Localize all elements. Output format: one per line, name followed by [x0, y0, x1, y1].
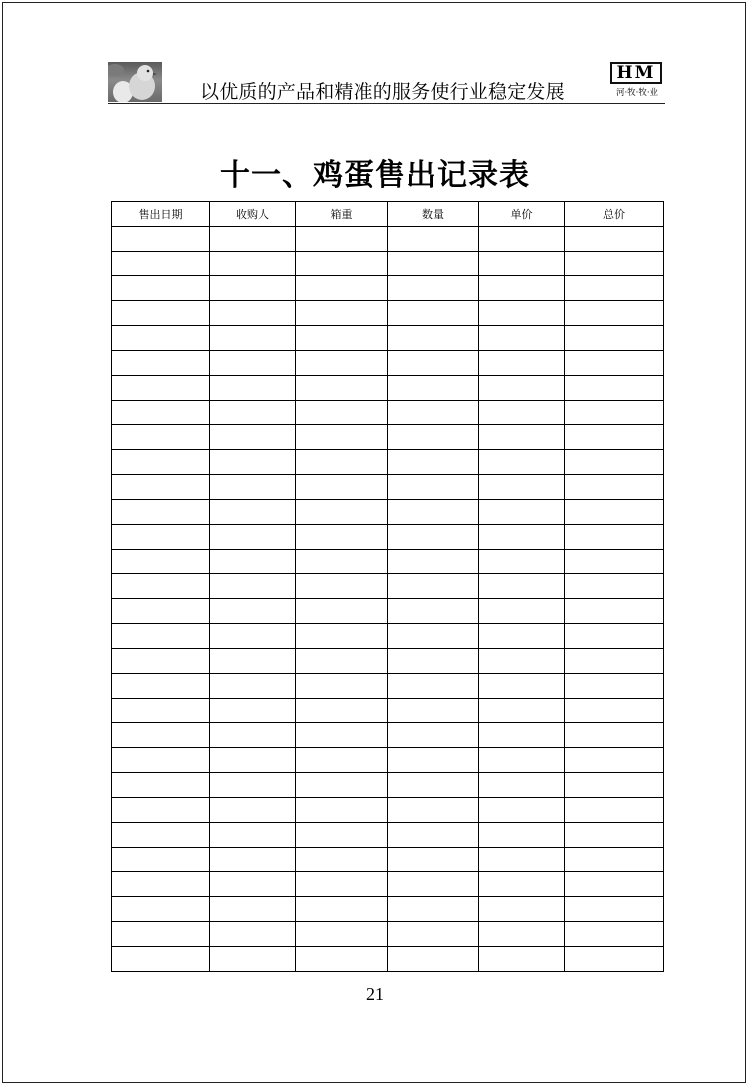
table-cell[interactable] [112, 425, 210, 450]
table-cell[interactable] [479, 624, 565, 649]
table-row [112, 574, 664, 599]
table-row [112, 847, 664, 872]
table-cell[interactable] [210, 946, 296, 971]
table-row [112, 450, 664, 475]
column-header-unit-price: 单价 [479, 202, 565, 227]
table-cell[interactable] [479, 599, 565, 624]
table-cell[interactable] [388, 499, 479, 524]
table-cell[interactable] [112, 822, 210, 847]
table-row [112, 350, 664, 375]
table-cell[interactable] [388, 822, 479, 847]
table-header-row [112, 202, 664, 227]
table-cell[interactable] [479, 549, 565, 574]
table-cell[interactable] [296, 400, 388, 425]
header-divider [108, 103, 665, 104]
table-cell[interactable] [210, 599, 296, 624]
table-cell[interactable] [112, 599, 210, 624]
table-cell[interactable] [388, 226, 479, 251]
table-cell[interactable] [388, 897, 479, 922]
table-cell[interactable] [296, 673, 388, 698]
table-cell[interactable] [210, 648, 296, 673]
table-cell[interactable] [112, 251, 210, 276]
table-cell[interactable] [210, 350, 296, 375]
hm-logo [610, 62, 664, 100]
table-row [112, 921, 664, 946]
table-cell[interactable] [296, 574, 388, 599]
table-cell[interactable] [565, 847, 664, 872]
table-cell[interactable] [210, 574, 296, 599]
page-number: 21 [366, 984, 384, 1004]
table-cell[interactable] [112, 499, 210, 524]
table-cell[interactable] [388, 872, 479, 897]
table-cell[interactable] [112, 648, 210, 673]
table-cell[interactable] [388, 673, 479, 698]
table-cell[interactable] [565, 822, 664, 847]
table-cell[interactable] [296, 375, 388, 400]
table-row [112, 499, 664, 524]
table-cell[interactable] [479, 425, 565, 450]
table-cell[interactable] [296, 921, 388, 946]
table-cell[interactable] [210, 400, 296, 425]
table-cell[interactable] [296, 226, 388, 251]
header-slogan: 以优质的产品和精准的服务使行业稳定发展 [200, 81, 565, 103]
table-row [112, 897, 664, 922]
table-row [112, 251, 664, 276]
table-cell[interactable] [479, 648, 565, 673]
table-cell[interactable] [112, 946, 210, 971]
table-row [112, 276, 664, 301]
table-cell[interactable] [388, 748, 479, 773]
table-cell[interactable] [296, 897, 388, 922]
table-body [112, 226, 664, 971]
table-cell[interactable] [296, 698, 388, 723]
table-cell[interactable] [565, 226, 664, 251]
table-cell[interactable] [296, 773, 388, 798]
table-row [112, 648, 664, 673]
table-cell[interactable] [296, 524, 388, 549]
table-cell[interactable] [388, 425, 479, 450]
table-row [112, 773, 664, 798]
table-cell[interactable] [479, 748, 565, 773]
table-cell[interactable] [565, 673, 664, 698]
table-row [112, 375, 664, 400]
table-cell[interactable] [479, 773, 565, 798]
table-cell[interactable] [565, 574, 664, 599]
table-cell[interactable] [388, 400, 479, 425]
column-header-total-price: 总价 [565, 202, 664, 227]
egg-sales-record-table [111, 201, 664, 972]
table-cell[interactable] [112, 872, 210, 897]
table-cell[interactable] [388, 921, 479, 946]
table-cell[interactable] [479, 326, 565, 351]
table-cell[interactable] [479, 475, 565, 500]
table-cell[interactable] [388, 847, 479, 872]
table-cell[interactable] [112, 450, 210, 475]
table-cell[interactable] [388, 251, 479, 276]
table-cell[interactable] [565, 748, 664, 773]
table-cell[interactable] [210, 301, 296, 326]
table-cell[interactable] [479, 797, 565, 822]
table-cell[interactable] [296, 425, 388, 450]
column-header-sale-date: 售出日期 [112, 202, 210, 227]
table-cell[interactable] [112, 673, 210, 698]
table-cell[interactable] [565, 698, 664, 723]
table-cell[interactable] [565, 524, 664, 549]
table-cell[interactable] [388, 797, 479, 822]
table-cell[interactable] [296, 946, 388, 971]
table-cell[interactable] [210, 450, 296, 475]
table-cell[interactable] [296, 624, 388, 649]
table-cell[interactable] [388, 301, 479, 326]
table-cell[interactable] [296, 499, 388, 524]
table-cell[interactable] [210, 847, 296, 872]
table-cell[interactable] [210, 624, 296, 649]
table-cell[interactable] [210, 872, 296, 897]
table-cell[interactable] [565, 251, 664, 276]
table-cell[interactable] [112, 748, 210, 773]
table-cell[interactable] [388, 549, 479, 574]
table-cell[interactable] [210, 499, 296, 524]
table-cell[interactable] [210, 748, 296, 773]
table-cell[interactable] [565, 723, 664, 748]
table-cell[interactable] [479, 872, 565, 897]
table-cell[interactable] [210, 822, 296, 847]
table-cell[interactable] [565, 475, 664, 500]
table-cell[interactable] [112, 773, 210, 798]
table-cell[interactable] [565, 648, 664, 673]
table-cell[interactable] [565, 773, 664, 798]
table-cell[interactable] [388, 326, 479, 351]
table-cell[interactable] [388, 574, 479, 599]
table-cell[interactable] [112, 350, 210, 375]
table-cell[interactable] [112, 475, 210, 500]
table-cell[interactable] [210, 276, 296, 301]
logo-letters: HM [610, 62, 662, 84]
table-row [112, 425, 664, 450]
table-row [112, 475, 664, 500]
table-row [112, 797, 664, 822]
table-cell[interactable] [112, 921, 210, 946]
table-cell[interactable] [479, 450, 565, 475]
table-cell[interactable] [210, 226, 296, 251]
table-cell[interactable] [210, 897, 296, 922]
table-cell[interactable] [112, 549, 210, 574]
table-cell[interactable] [479, 698, 565, 723]
table-cell[interactable] [479, 822, 565, 847]
table-cell[interactable] [479, 946, 565, 971]
table-cell[interactable] [479, 723, 565, 748]
table-cell[interactable] [210, 326, 296, 351]
table-cell[interactable] [210, 797, 296, 822]
table-cell[interactable] [112, 276, 210, 301]
table-cell[interactable] [565, 276, 664, 301]
table-cell[interactable] [210, 921, 296, 946]
table-cell[interactable] [112, 723, 210, 748]
table-cell[interactable] [210, 475, 296, 500]
table-cell[interactable] [112, 375, 210, 400]
table-row [112, 946, 664, 971]
table-row [112, 301, 664, 326]
table-cell[interactable] [296, 301, 388, 326]
table-cell[interactable] [112, 698, 210, 723]
table-row [112, 400, 664, 425]
table-cell[interactable] [210, 524, 296, 549]
table-row [112, 226, 664, 251]
table-cell[interactable] [479, 574, 565, 599]
table-cell[interactable] [479, 499, 565, 524]
table-cell[interactable] [210, 673, 296, 698]
table-cell[interactable] [388, 698, 479, 723]
table-cell[interactable] [479, 673, 565, 698]
table-cell[interactable] [388, 276, 479, 301]
table-cell[interactable] [388, 450, 479, 475]
table-cell[interactable] [565, 350, 664, 375]
table-cell[interactable] [565, 450, 664, 475]
table-cell[interactable] [210, 251, 296, 276]
table-cell[interactable] [479, 524, 565, 549]
table-cell[interactable] [479, 301, 565, 326]
table-cell[interactable] [565, 425, 664, 450]
table-cell[interactable] [388, 599, 479, 624]
table-cell[interactable] [296, 822, 388, 847]
table-cell[interactable] [210, 549, 296, 574]
table-cell[interactable] [565, 326, 664, 351]
table-cell[interactable] [565, 921, 664, 946]
table-cell[interactable] [479, 400, 565, 425]
table-cell[interactable] [112, 400, 210, 425]
table-cell[interactable] [296, 723, 388, 748]
table-cell[interactable] [479, 375, 565, 400]
table-cell[interactable] [565, 499, 664, 524]
table-cell[interactable] [210, 375, 296, 400]
table-cell[interactable] [112, 301, 210, 326]
column-header-quantity: 数量 [388, 202, 479, 227]
table-cell[interactable] [112, 574, 210, 599]
table-cell[interactable] [565, 872, 664, 897]
table-cell[interactable] [296, 599, 388, 624]
page-header [108, 62, 665, 104]
table-cell[interactable] [565, 897, 664, 922]
table-cell[interactable] [296, 251, 388, 276]
table-cell[interactable] [296, 450, 388, 475]
column-header-buyer: 收购人 [210, 202, 296, 227]
table-cell[interactable] [296, 648, 388, 673]
table-row [112, 549, 664, 574]
table-cell[interactable] [296, 475, 388, 500]
page-title: 十一、鸡蛋售出记录表 [220, 158, 530, 193]
table-row [112, 822, 664, 847]
table-cell[interactable] [296, 326, 388, 351]
chick-egg-photo [108, 62, 162, 102]
table-cell[interactable] [296, 276, 388, 301]
table-cell[interactable] [479, 350, 565, 375]
table-cell[interactable] [388, 524, 479, 549]
table-cell[interactable] [388, 475, 479, 500]
table-cell[interactable] [565, 946, 664, 971]
table-cell[interactable] [479, 897, 565, 922]
table-row [112, 673, 664, 698]
table-row [112, 872, 664, 897]
table-cell[interactable] [296, 350, 388, 375]
table-cell[interactable] [388, 773, 479, 798]
column-header-box-weight: 箱重 [296, 202, 388, 227]
table-cell[interactable] [565, 624, 664, 649]
table-cell[interactable] [112, 326, 210, 351]
table-cell[interactable] [210, 698, 296, 723]
table-cell[interactable] [112, 847, 210, 872]
table-cell[interactable] [112, 797, 210, 822]
table-cell[interactable] [210, 425, 296, 450]
table-cell[interactable] [388, 946, 479, 971]
table-cell[interactable] [388, 624, 479, 649]
table-row [112, 524, 664, 549]
table-cell[interactable] [479, 276, 565, 301]
table-row [112, 748, 664, 773]
table-cell[interactable] [565, 797, 664, 822]
table-cell[interactable] [479, 847, 565, 872]
table-row [112, 624, 664, 649]
table-cell[interactable] [112, 624, 210, 649]
table-cell[interactable] [296, 748, 388, 773]
table-row [112, 599, 664, 624]
table-cell[interactable] [388, 648, 479, 673]
table-cell[interactable] [479, 226, 565, 251]
table-cell[interactable] [210, 723, 296, 748]
logo-subtitle: 河·牧·牧·业 [615, 88, 659, 98]
table-cell[interactable] [112, 897, 210, 922]
table-cell[interactable] [296, 797, 388, 822]
table-row [112, 326, 664, 351]
table-cell[interactable] [565, 400, 664, 425]
table-row [112, 698, 664, 723]
table-cell[interactable] [388, 375, 479, 400]
table-cell[interactable] [388, 723, 479, 748]
table-cell[interactable] [112, 226, 210, 251]
table-cell[interactable] [112, 524, 210, 549]
table-cell[interactable] [565, 599, 664, 624]
table-cell[interactable] [296, 872, 388, 897]
table-cell[interactable] [296, 549, 388, 574]
table-cell[interactable] [479, 921, 565, 946]
table-cell[interactable] [565, 301, 664, 326]
table-cell[interactable] [565, 375, 664, 400]
table-cell[interactable] [210, 773, 296, 798]
table-cell[interactable] [479, 251, 565, 276]
table-row [112, 723, 664, 748]
table-cell[interactable] [296, 847, 388, 872]
table-cell[interactable] [388, 350, 479, 375]
table-cell[interactable] [565, 549, 664, 574]
